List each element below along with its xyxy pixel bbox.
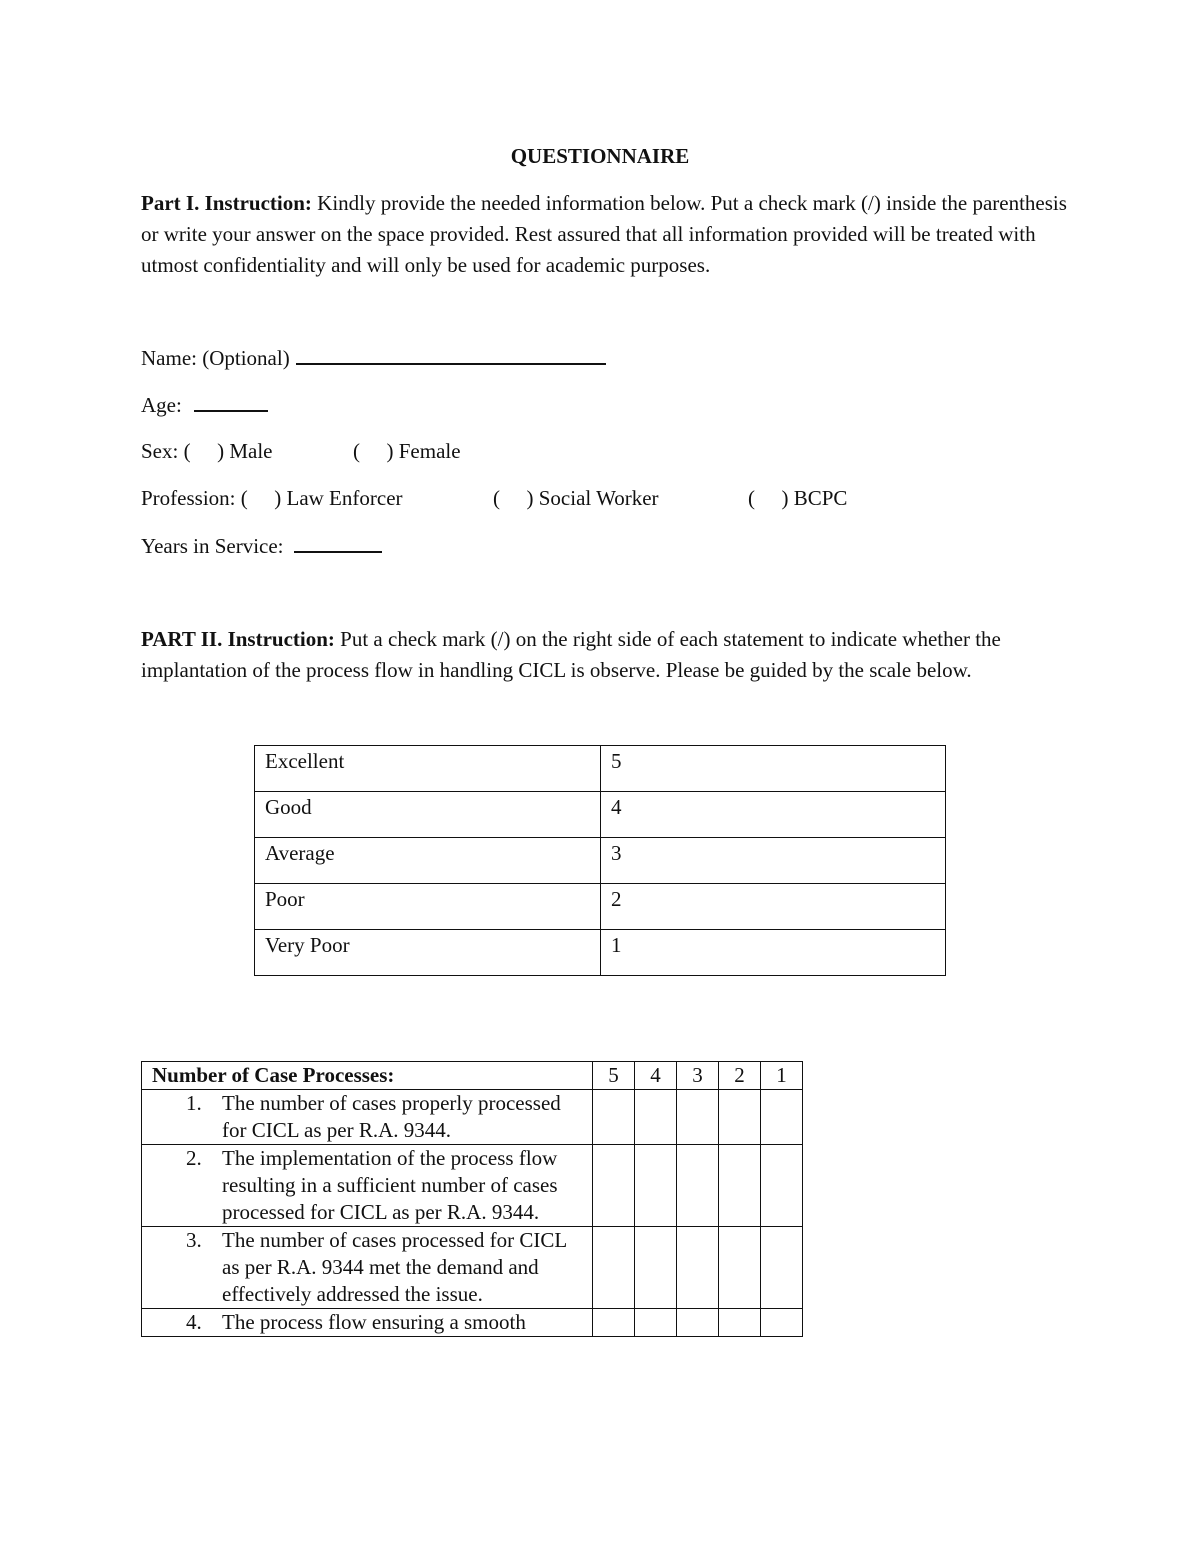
rating-cell-4[interactable]: [635, 1090, 677, 1145]
name-answer-line[interactable]: [296, 347, 606, 365]
rating-cell-2[interactable]: [719, 1309, 761, 1337]
profession-field-row: [141, 485, 403, 511]
rating-cell-4[interactable]: [635, 1309, 677, 1337]
scale-value: 4: [601, 792, 946, 838]
rating-cell-2[interactable]: [719, 1145, 761, 1227]
rating-scale-table: [254, 745, 946, 976]
statement-number: 2.: [186, 1146, 202, 1170]
scale-label: Good: [255, 792, 601, 838]
statement-text: The process flow ensuring a smooth: [222, 1310, 526, 1334]
table-row: [142, 1309, 803, 1337]
profession-bcpc-paren: (: [748, 486, 755, 510]
scale-value: 1: [601, 930, 946, 976]
scale-label: Average: [255, 838, 601, 884]
scale-value: 5: [601, 746, 946, 792]
rating-col-header: 5: [593, 1062, 635, 1090]
statement-cell: [142, 1309, 593, 1337]
scale-row: [255, 792, 946, 838]
name-label: Name: (Optional): [141, 346, 290, 370]
years-answer-line[interactable]: [294, 535, 382, 553]
scale-row: [255, 930, 946, 976]
part2-instruction: [141, 624, 1071, 686]
case-processes-table: [141, 1061, 803, 1337]
rating-cell-1[interactable]: [761, 1090, 803, 1145]
rating-col-header: 1: [761, 1062, 803, 1090]
years-field-row: [141, 533, 382, 559]
rating-cell-5[interactable]: [593, 1145, 635, 1227]
sex-label: Sex: (: [141, 439, 191, 463]
profession-law-enforcer-option[interactable]: ) Law Enforcer: [274, 486, 403, 510]
rating-cell-4[interactable]: [635, 1227, 677, 1309]
sex-female-row: [353, 438, 461, 464]
rating-cell-3[interactable]: [677, 1227, 719, 1309]
age-label: Age:: [141, 393, 182, 417]
statement-number: 4.: [186, 1310, 202, 1334]
statement-text: The implementation of the process flow resulting in a sufficient number of cases processed for CICL as per R.A. 9344.: [222, 1146, 558, 1224]
name-field-row: [141, 345, 606, 371]
age-answer-line[interactable]: [194, 394, 268, 412]
sex-female-option[interactable]: ) Female: [386, 439, 461, 463]
rating-cell-5[interactable]: [593, 1090, 635, 1145]
rating-cell-4[interactable]: [635, 1145, 677, 1227]
rating-col-header: 4: [635, 1062, 677, 1090]
sex-male-option[interactable]: ) Male: [217, 439, 273, 463]
statement-cell: [142, 1227, 593, 1309]
scale-row: [255, 746, 946, 792]
part2-text: Put a check mark (/) on the right side of each statement to indicate whether the implantation of the process flow in handling CICL is observe. Please be guided by the scale below.: [141, 627, 1001, 682]
profession-label: Profession: (: [141, 486, 248, 510]
rating-cell-2[interactable]: [719, 1227, 761, 1309]
statement-text: The number of cases processed for CICL as per R.A. 9344 met the demand and effectively addressed the issue.: [222, 1228, 567, 1306]
table-row: [142, 1090, 803, 1145]
profession-bcpc-option[interactable]: ) BCPC: [781, 486, 848, 510]
rating-col-header: 2: [719, 1062, 761, 1090]
table-header-row: [142, 1062, 803, 1090]
rating-cell-5[interactable]: [593, 1309, 635, 1337]
rating-cell-3[interactable]: [677, 1309, 719, 1337]
rating-cell-5[interactable]: [593, 1227, 635, 1309]
profession-social-paren: (: [493, 486, 500, 510]
part1-instruction: [141, 188, 1071, 281]
years-label: Years in Service:: [141, 534, 284, 558]
profession-social-row: [493, 485, 659, 511]
table-header-label: Number of Case Processes:: [142, 1062, 593, 1090]
statement-number: 3.: [186, 1228, 202, 1252]
sex-field-row: [141, 438, 272, 464]
statement-cell: [142, 1090, 593, 1145]
sex-female-paren: (: [353, 439, 360, 463]
table-row: [142, 1145, 803, 1227]
statement-number: 1.: [186, 1091, 202, 1115]
page-title: QUESTIONNAIRE: [510, 144, 690, 168]
table-row: [142, 1227, 803, 1309]
rating-cell-2[interactable]: [719, 1090, 761, 1145]
statement-text: The number of cases properly processed for CICL as per R.A. 9344.: [222, 1091, 561, 1142]
scale-value: 2: [601, 884, 946, 930]
scale-label: Excellent: [255, 746, 601, 792]
rating-cell-1[interactable]: [761, 1227, 803, 1309]
rating-cell-1[interactable]: [761, 1309, 803, 1337]
scale-row: [255, 884, 946, 930]
rating-cell-1[interactable]: [761, 1145, 803, 1227]
scale-row: [255, 838, 946, 884]
age-field-row: [141, 392, 268, 418]
part1-heading: Part I. Instruction:: [141, 191, 312, 215]
scale-label: Poor: [255, 884, 601, 930]
rating-col-header: 3: [677, 1062, 719, 1090]
rating-cell-3[interactable]: [677, 1145, 719, 1227]
part1-text: Kindly provide the needed information below. Put a check mark (/) inside the parenthesis or write your answer on the space provided. Rest assured that all information provided will be treated with utmost confidentiality and will only be used for academic purposes.: [141, 191, 1067, 277]
profession-bcpc-row: [748, 485, 847, 511]
profession-social-worker-option[interactable]: ) Social Worker: [526, 486, 659, 510]
scale-value: 3: [601, 838, 946, 884]
part2-heading: PART II. Instruction:: [141, 627, 335, 651]
rating-cell-3[interactable]: [677, 1090, 719, 1145]
statement-cell: [142, 1145, 593, 1227]
scale-label: Very Poor: [255, 930, 601, 976]
